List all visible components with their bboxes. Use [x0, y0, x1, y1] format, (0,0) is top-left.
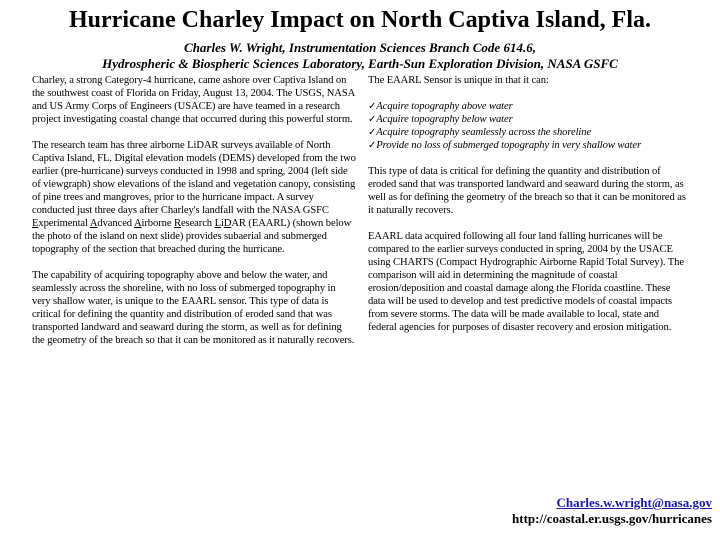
list-item: [368, 100, 690, 113]
capability-text: Acquire topography below water: [376, 114, 513, 125]
capability-text: Acquire topography above water: [376, 101, 513, 112]
author-line-2: Hydrospheric & Biospheric Sciences Laboratory, Earth-Sun Exploration Division, NASA GSFC: [102, 56, 618, 71]
survey-text: The research team has three airborne LiDAR surveys available of North Captiva Island, FL. Digital elevation models (DEMS) developed from the two earlier (pre-hurricane) surveys conducted in 1998 and spring, 2004 (left side of viewgraph) show elevations of the island and vegetation canopy, consisting of pine trees and mangroves, prior to the hurricane impact. A survey conducted just three days after Charley's landfall with the NASA GSFC: [32, 140, 356, 216]
checkmark-icon: ✓: [368, 127, 377, 138]
acronym-letter-d: D: [223, 218, 232, 229]
survey-paragraph: [32, 139, 356, 256]
author-affiliation: [0, 40, 720, 72]
list-item: [368, 113, 690, 126]
checkmark-icon: ✓: [368, 140, 377, 151]
contact-email-link[interactable]: Charles.w.wright@nasa.gov: [556, 495, 712, 510]
survey-text-tail: (EAARL) (shown below the photo of the island on next slide) provides subaerial and submerged topography of the section that breached during the hurricane.: [32, 218, 352, 255]
acronym-word-airborne: irborne: [141, 218, 174, 229]
list-item: [368, 139, 690, 152]
checkmark-icon: ✓: [368, 101, 377, 112]
acronym-letter-a2: A: [133, 218, 142, 229]
capability-list: [368, 100, 690, 152]
right-column: [368, 74, 690, 347]
acronym-letter-r: R: [173, 218, 181, 229]
capability-text: Provide no loss of submerged topography in very shallow water: [376, 140, 641, 151]
data-importance-paragraph: This type of data is critical for defining the quantity and distribution of eroded sand that was transported landward and seaward during the storm, as well as for defining the geometry of the breach so that it can be monitored as it naturally recovers.: [368, 166, 686, 216]
acronym-letter-l: L: [214, 218, 221, 229]
sensor-intro: The EAARL Sensor is unique in that it can:: [368, 75, 549, 86]
page-title: Hurricane Charley Impact on North Captiva Island, Fla.: [69, 7, 651, 33]
checkmark-icon: ✓: [368, 114, 377, 125]
list-item: [368, 126, 690, 139]
capability-text: Acquire topography seamlessly across the shoreline: [376, 127, 592, 138]
left-column: [32, 74, 356, 360]
intro-paragraph: Charley, a strong Category-4 hurricane, came ashore over Captiva Island on the southwest coast of Florida on Friday, August 13, 2004. The USGS, NASA and US Army Corps of Engineers (USACE) are have teamed in a research project investigating coastal change that occurred during this powerful storm.: [32, 75, 355, 125]
acronym-letter-e: E: [32, 218, 39, 229]
capability-paragraph: The capability of acquiring topography above and below the water, and seamlessly across the shoreline, with no loss of submerged topography in very shallow water, is unique to the EAARL sensor. This type of data is critical for defining the quantity and distribution of eroded sand that was transported landward and seaward during the storm, as well as for defining the geometry of the breach so that it can be monitored as it naturally recovers.: [32, 270, 355, 346]
acronym-word-experimental: xperimental: [38, 218, 90, 229]
acronym-letter-a1: A: [89, 218, 98, 229]
acronym-word-research: esearch: [180, 218, 215, 229]
acronym-word-advanced: dvanced: [97, 218, 134, 229]
acronym-letter-i: i: [220, 218, 224, 229]
author-line-1: Charles W. Wright, Instrumentation Sciences Branch Code 614.6,: [184, 40, 536, 55]
website-url[interactable]: http://coastal.er.usgs.gov/hurricanes: [512, 511, 712, 526]
comparison-paragraph: EAARL data acquired following all four land falling hurricanes will be compared to the earlier surveys conducted in spring, 2004 by the USACE using CHARTS (Compact Hydrographic Airborne Rapid Total Survey). The comparison will aid in determining the magnitude of coastal erosion/deposition and coastal damage along the Florida coastline. These data will be used to develop and test predictive models of coastal impacts from severe storms. The data will be made available to local, state and federal agencies for purposes of disaster recovery and erosion mitigation.: [368, 231, 684, 333]
acronym-letters-ar: AR: [231, 218, 246, 229]
